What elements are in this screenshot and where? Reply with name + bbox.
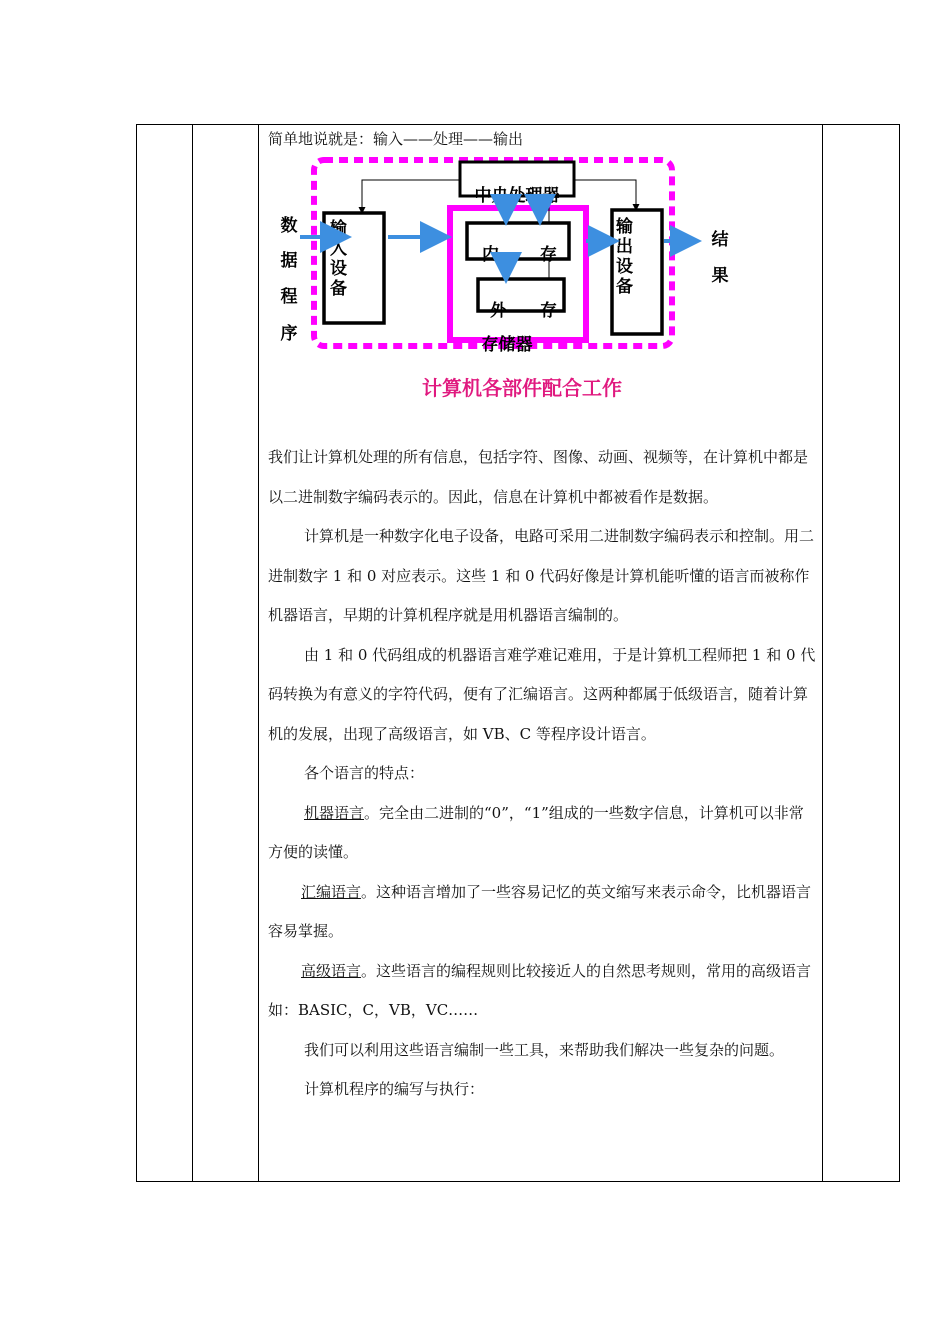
cpu-label: 中央处理器 (474, 186, 560, 206)
paragraph: 我们可以利用这些语言编制一些工具，来帮助我们解决一些复杂的问题。 (304, 1040, 785, 1059)
body-text (268, 438, 816, 1110)
intro-line: 简单地说就是：输入——处理——输出 (268, 130, 524, 148)
external-memory-char: 外 (490, 301, 507, 321)
assembly-language-term: 汇编语言 (301, 882, 362, 901)
control-line-input (362, 180, 460, 213)
paragraph: 计算机是一种数字化电子设备，电路可采用二进制数字编码表示和控制。用二进制数字 1 和 0 对应表示。这些 1 和 0 代码好像是计算机能听懂的语言而被称作机器语言，早期的计算机程序就是用机器语言编制的。 (268, 527, 815, 624)
output-device-char: 输 (616, 217, 633, 237)
result-char: 结 (711, 230, 729, 250)
data-program-char: 序 (280, 324, 298, 344)
input-device-char: 备 (330, 279, 347, 299)
paragraph-high-level-language (268, 952, 816, 1031)
result-char: 果 (711, 266, 729, 286)
data-program-char: 据 (280, 251, 298, 271)
computer-components-diagram (0, 0, 950, 420)
paragraph-assembly-language (268, 873, 816, 952)
high-level-language-term: 高级语言 (301, 961, 362, 980)
paragraph: 由 1 和 0 代码组成的机器语言难学难记难用，于是计算机工程师把 1 和 0 代码转换为有意义的字符代码，便有了汇编语言。这两种都属于低级语言，随着计算机的发展，出现了高级语言，如 VB、C 等程序设计语言。 (268, 645, 816, 743)
input-device-char: 输 (330, 219, 347, 239)
paragraph: 我们让计算机处理的所有信息，包括字符、图像、动画、视频等，在计算机中都是以二进制数字编码表示的。因此，信息在计算机中都被看作是数据。 (268, 448, 809, 506)
high-level-language-desc: 。这些语言的编程规则比较接近人的自然思考规则，常用的高级语言如：BASIC，C，VB，VC…… (268, 961, 812, 1019)
output-device-char: 设 (616, 257, 633, 277)
paragraph-machine-language (268, 794, 816, 873)
assembly-language-desc: 。这种语言增加了一些容易记忆的英文缩写来表示命令，比机器语言容易掌握。 (268, 882, 812, 940)
external-memory-char: 存 (540, 301, 557, 321)
machine-language-desc: 。完全由二进制的“0”，“1”组成的一些数字信息，计算机可以非常方便的读懂。 (268, 803, 804, 861)
output-device-char: 备 (616, 277, 633, 297)
diagram-title: 计算机各部件配合工作 (422, 376, 622, 400)
machine-language-term: 机器语言 (304, 803, 365, 822)
input-device-char: 入 (330, 239, 347, 259)
internal-memory-char: 内 (482, 245, 499, 265)
storage-label: 存储器 (481, 335, 533, 355)
data-program-char: 数 (280, 216, 298, 236)
input-device-char: 设 (330, 259, 347, 279)
data-program-char: 程 (280, 287, 298, 307)
internal-memory-char: 存 (540, 245, 557, 265)
paragraph: 各个语言的特点： (304, 764, 425, 782)
paragraph: 计算机程序的编写与执行： (304, 1080, 485, 1098)
output-device-char: 出 (616, 237, 633, 257)
